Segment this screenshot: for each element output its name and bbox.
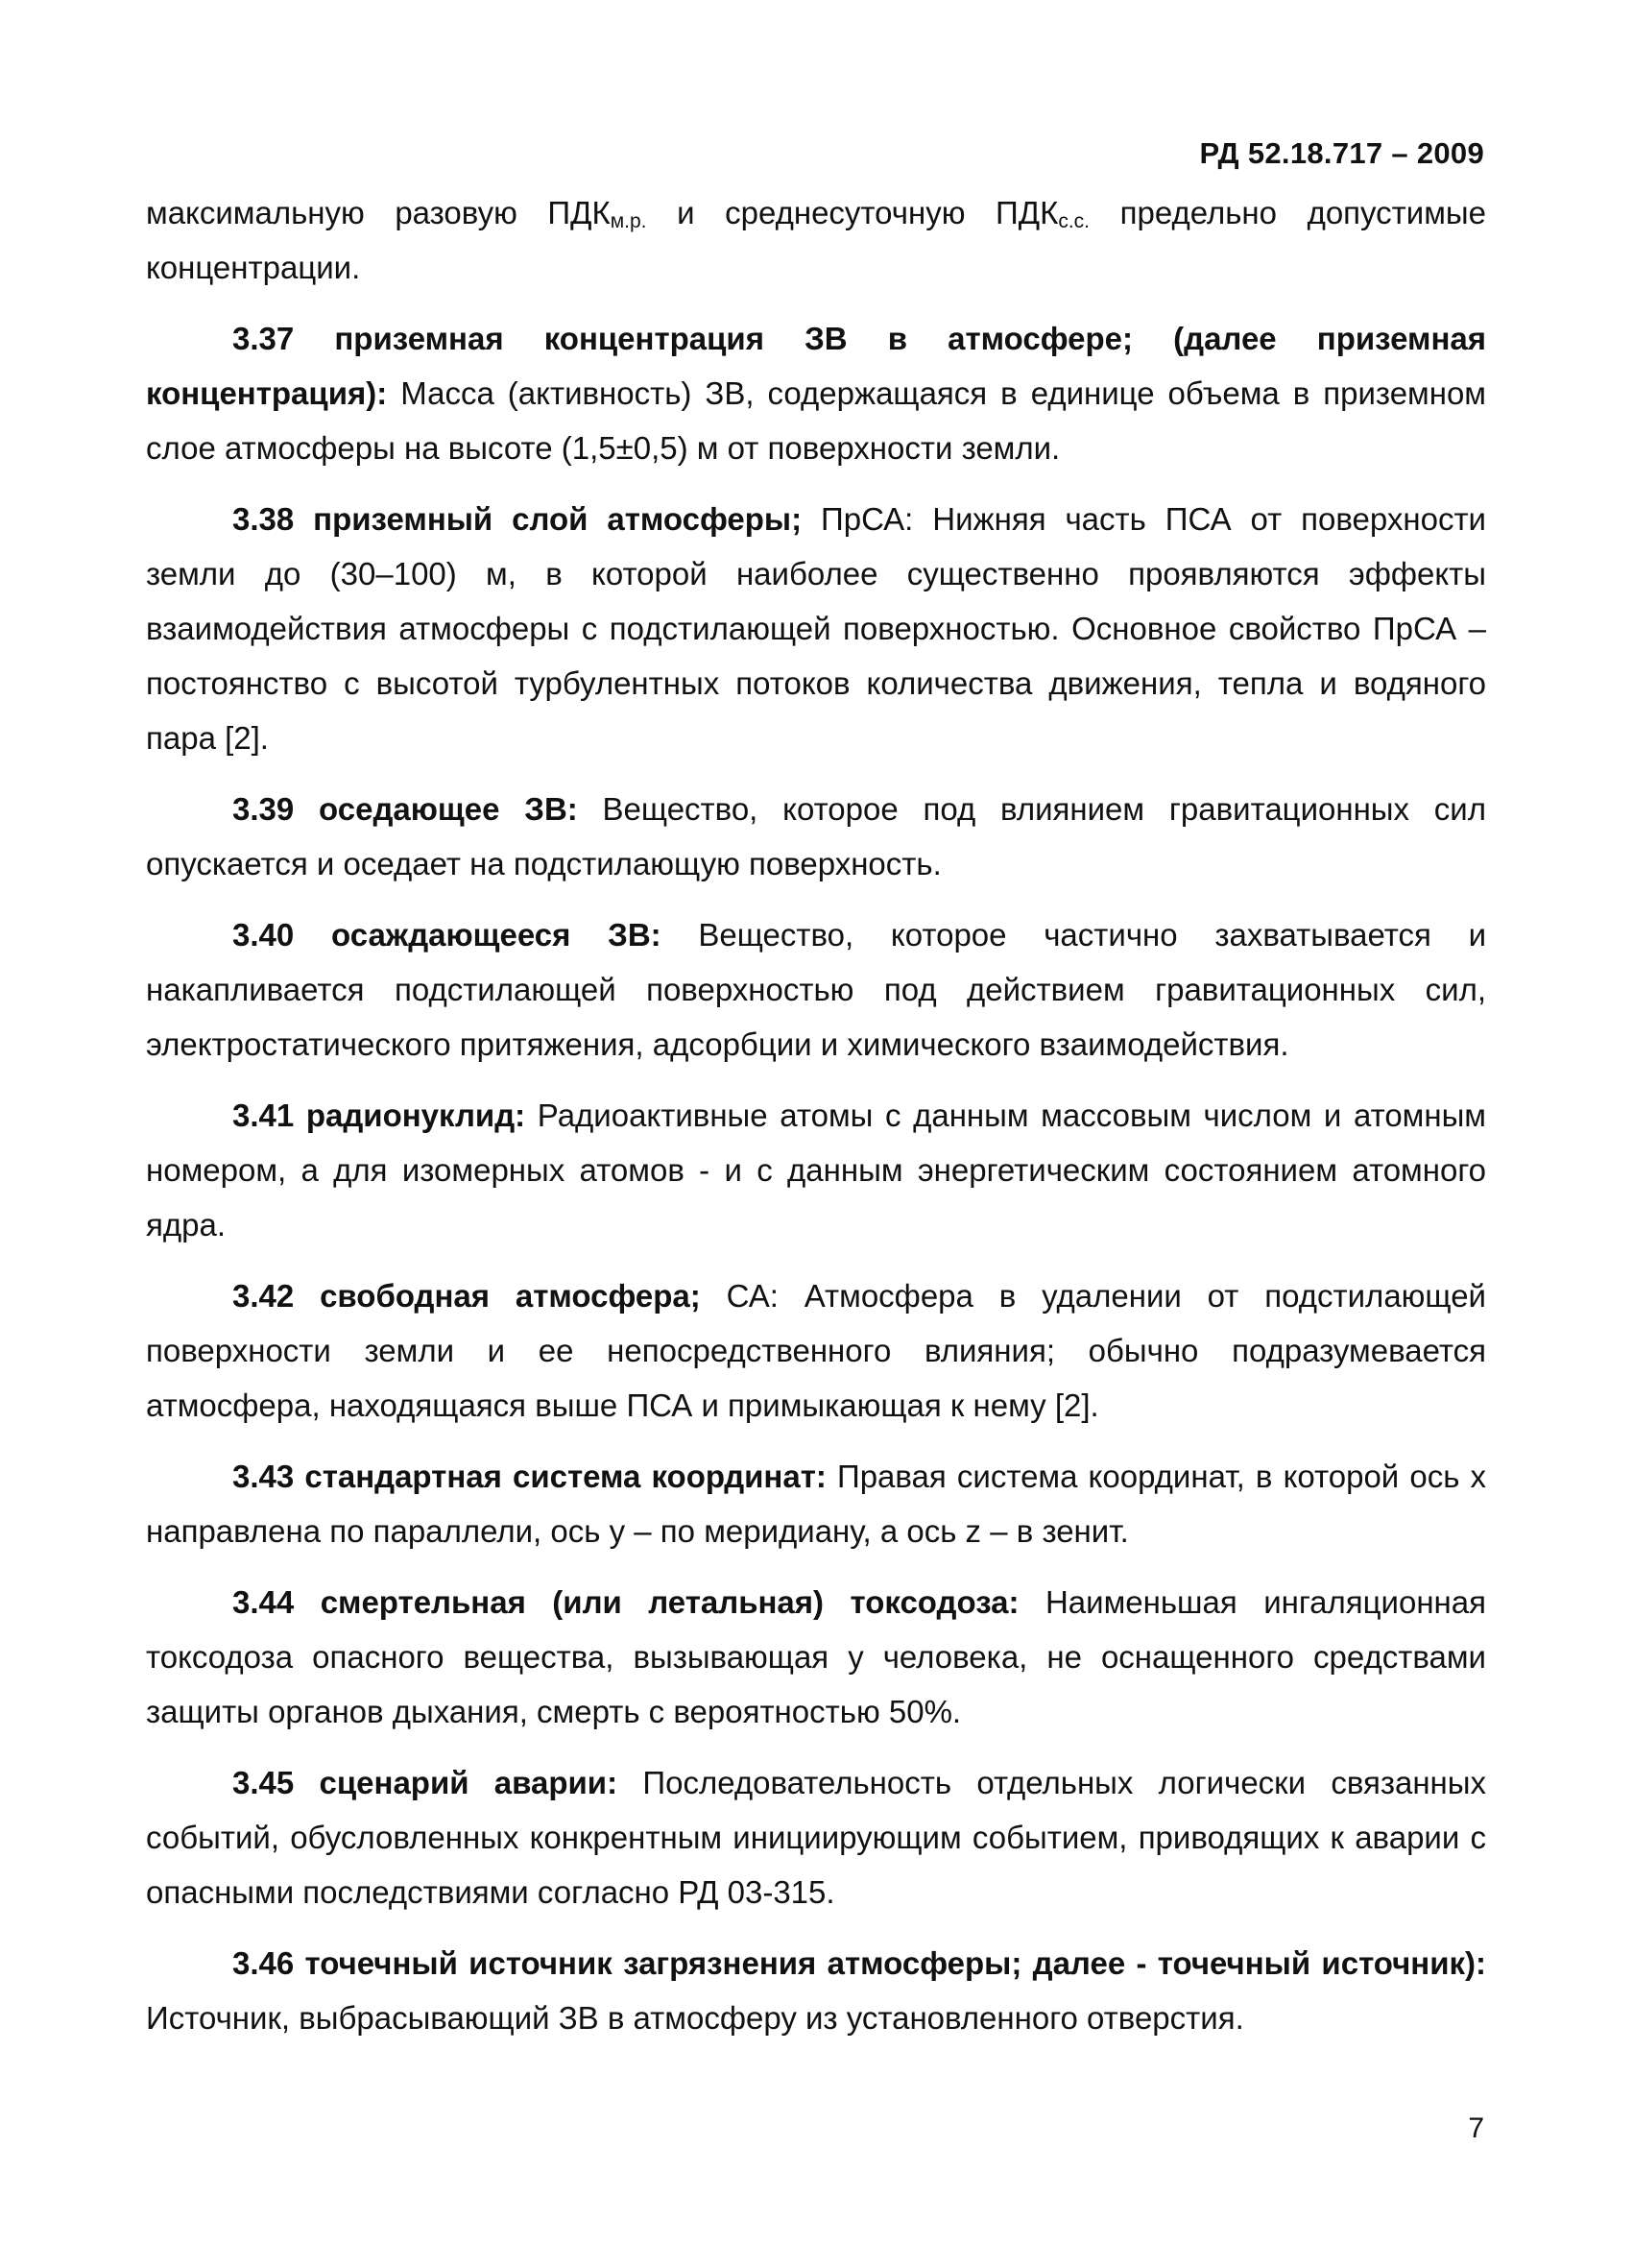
entry-text: СА: Атмосфера в удалении от подстилающей поверхности земли и ее непосредственного влияния; обычно подразумевается атмосфера, находящаяся выше ПСА и примыкающая к нему [2]. <box>146 1278 1486 1423</box>
definition-entry <box>146 1088 1486 1252</box>
entry-term: оседающее ЗВ: <box>294 791 578 827</box>
entry-text: Вещество, которое частично захватывается и накапливается подстилающей поверхностью под действием гравитационных сил, электростатического притяжения, адсорбции и химического взаимодействия. <box>146 917 1487 1062</box>
definition-entry <box>146 311 1486 475</box>
definition-entry <box>146 1575 1486 1739</box>
intro-text: предельно допустимые концентрации. <box>146 195 1486 285</box>
entry-term: точечный источник загрязнения атмосферы; далее - точечный источник): <box>294 1945 1486 1981</box>
entry-term: радионуклид: <box>294 1098 526 1133</box>
intro-text: максимальную разовую ПДК <box>146 195 611 230</box>
entry-number: 3.46 <box>232 1945 295 1981</box>
definition-entry <box>146 907 1486 1072</box>
entry-number: 3.44 <box>232 1584 295 1620</box>
entry-number: 3.41 <box>232 1098 295 1133</box>
entry-number: 3.37 <box>232 321 295 356</box>
intro-text: и среднесуточную ПДК <box>646 195 1059 230</box>
entry-text: Последовательность отдельных логически связанных событий, обусловленных конкрентным инициирующим событием, приводящих к аварии с опасными последствиями согласно РД 03-315. <box>146 1765 1486 1910</box>
definition-entry <box>146 492 1486 765</box>
entry-term: стандартная система координат: <box>294 1459 827 1494</box>
page-number: 7 <box>1468 2112 1484 2144</box>
entry-term: смертельная (или летальная) токсодоза: <box>294 1584 1020 1620</box>
definition-entry <box>146 782 1486 891</box>
entry-text: Вещество, которое под влиянием гравитационных сил опускается и оседает на подстилающую поверхность. <box>146 791 1486 881</box>
entry-number: 3.43 <box>232 1459 295 1494</box>
definition-entry <box>146 1936 1486 2045</box>
entry-text: Масса (активность) ЗВ, содержащаяся в единице объема в приземном слое атмосферы на высоте (1,5±0,5) м от поверхности земли. <box>146 375 1486 466</box>
entry-number: 3.39 <box>232 791 295 827</box>
entry-text: Наименьшая ингаляционная токсодоза опасного вещества, вызывающая у человека, не оснащенного средствами защиты органов дыхания, смерть с вероятностью 50%. <box>146 1584 1486 1729</box>
entry-term: свободная атмосфера; <box>294 1278 701 1314</box>
intro-subscript: с.с. <box>1058 210 1091 232</box>
intro-paragraph <box>146 185 1486 295</box>
definition-entry <box>146 1755 1486 1919</box>
intro-subscript: м.р. <box>610 210 647 232</box>
entry-number: 3.42 <box>232 1278 295 1314</box>
definition-entry <box>146 1268 1486 1433</box>
definition-entry <box>146 1449 1486 1558</box>
entry-number: 3.45 <box>232 1765 295 1800</box>
document-code: РД 52.18.717 – 2009 <box>1199 136 1484 170</box>
entry-term: сценарий аварии: <box>294 1765 618 1800</box>
entry-number: 3.40 <box>232 917 295 953</box>
entry-text: Правая система координат, в которой ось x направлена по параллели, ось y – по меридиану, а ось z – в зенит. <box>146 1459 1486 1549</box>
page-content <box>146 185 1486 2062</box>
entry-term: приземная концентрация ЗВ в атмосфере; (далее приземная концентрация): <box>146 321 1486 411</box>
entry-term: осаждающееся ЗВ: <box>294 917 661 953</box>
entry-term: приземный слой атмосферы; <box>294 501 803 537</box>
entry-number: 3.38 <box>232 501 295 537</box>
entry-text: Радиоактивные атомы с данным массовым числом и атомным номером, а для изомерных атомов - и с данным энергетическим состоянием атомного ядра. <box>146 1098 1486 1243</box>
entry-text: Источник, выбрасывающий ЗВ в атмосферу из установленного отверстия. <box>146 2000 1244 2036</box>
entry-text: ПрСА: Нижняя часть ПСА от поверхности земли до (30–100) м, в которой наиболее существенно проявляются эффекты взаимодействия атмосферы с подстилающей поверхностью. Основное свойство ПрСА – постоянство с высотой турбулентных потоков количества движения, тепла и водяного пара [2]. <box>146 501 1486 756</box>
